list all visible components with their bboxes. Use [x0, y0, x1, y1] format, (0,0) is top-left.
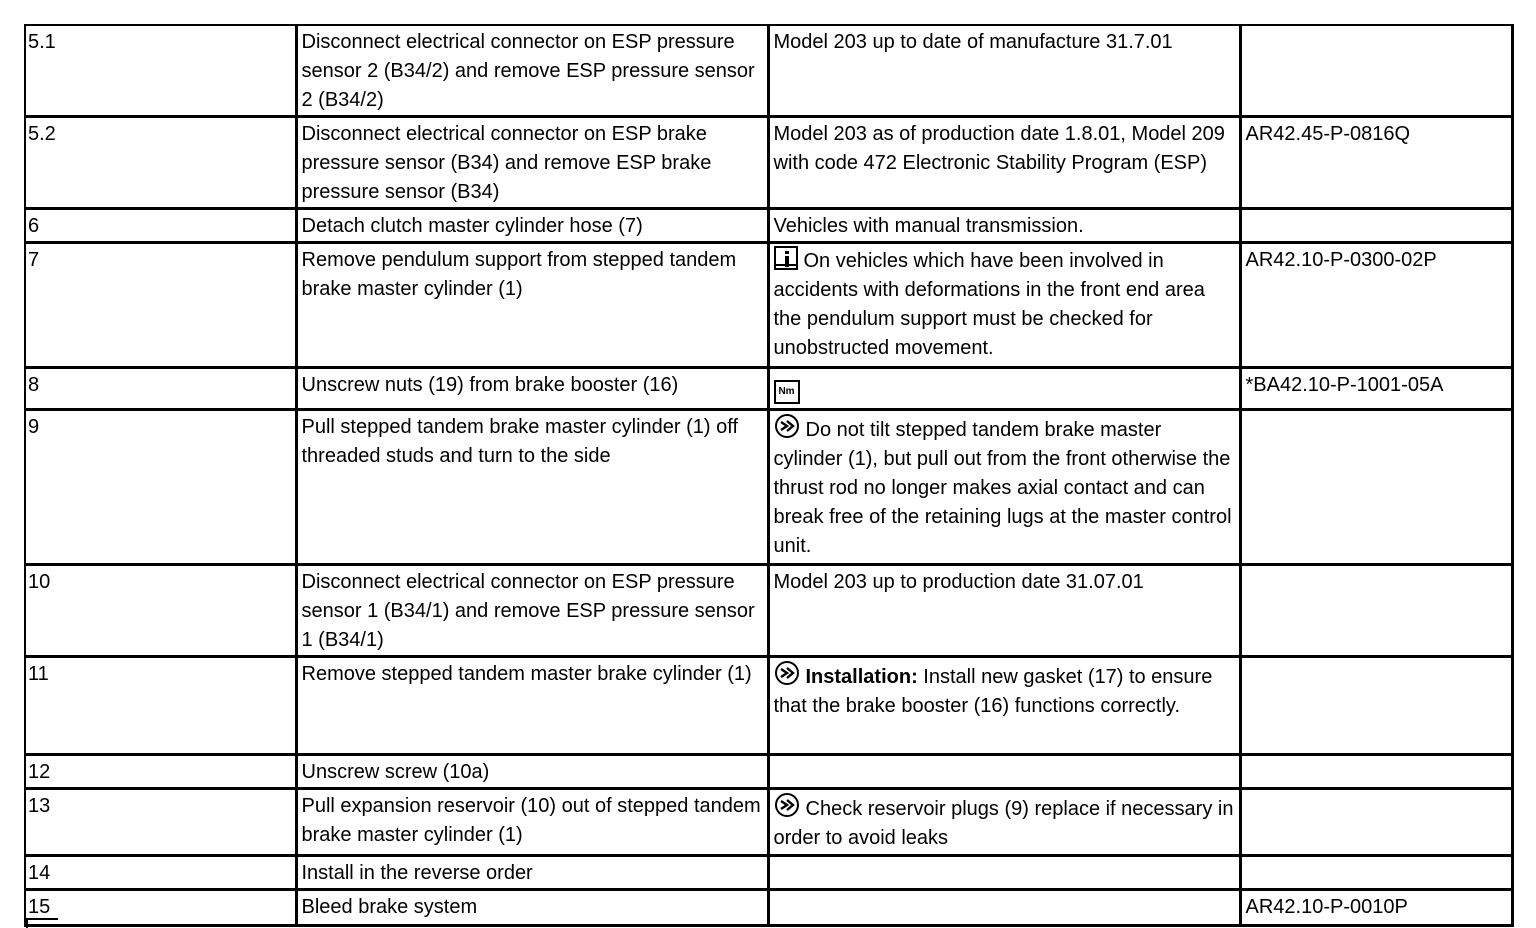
table-row: [25, 25, 1512, 117]
step-action: Unscrew screw (10a): [296, 755, 768, 789]
info-icon: [774, 246, 798, 270]
step-action: Bleed brake system: [296, 890, 768, 926]
step-note: Model 203 as of production date 1.8.01, Model 209 with code 472 Electronic Stability Program (ESP): [768, 117, 1240, 209]
step-number: 10: [25, 565, 296, 657]
step-note: [768, 368, 1240, 410]
step-action: Remove stepped tandem master brake cylinder (1): [296, 657, 768, 755]
table-row: [25, 243, 1512, 368]
step-action: Install in the reverse order: [296, 856, 768, 890]
step-note: Vehicles with manual transmission.: [768, 209, 1240, 243]
note-text: Do not tilt stepped tandem brake master cylinder (1), but pull out from the front otherwise the thrust rod no longer makes axial contact and can break free of the retaining lugs at the master control unit.: [773, 419, 1232, 557]
step-action: Disconnect electrical connector on ESP brake pressure sensor (B34) and remove ESP brake pressure sensor (B34): [296, 117, 768, 209]
step-reference[interactable]: AR42.10-P-0010P: [1240, 890, 1512, 926]
step-note: [768, 789, 1240, 856]
step-reference[interactable]: AR42.45-P-0816Q: [1240, 117, 1512, 209]
step-note: [768, 657, 1240, 755]
step-action: Pull expansion reservoir (10) out of stepped tandem brake master cylinder (1): [296, 789, 768, 856]
table-row: [25, 410, 1512, 565]
step-action: Remove pendulum support from stepped tandem brake master cylinder (1): [296, 243, 768, 368]
table-row: [25, 117, 1512, 209]
table-row: [25, 368, 1512, 410]
table-row: [25, 565, 1512, 657]
procedure-table-sheet: [24, 24, 1511, 927]
step-note: [768, 755, 1240, 789]
table-row: [25, 789, 1512, 856]
step-action: Disconnect electrical connector on ESP pressure sensor 1 (B34/1) and remove ESP pressure sensor 1 (B34/1): [296, 565, 768, 657]
step-reference[interactable]: [1240, 565, 1512, 657]
instruction-arrow-icon: [774, 660, 800, 686]
step-number: 12: [25, 755, 296, 789]
table-row: [25, 657, 1512, 755]
step-action: Pull stepped tandem brake master cylinder (1) off threaded studs and turn to the side: [296, 410, 768, 565]
step-number: 7: [25, 243, 296, 368]
step-number: 5.2: [25, 117, 296, 209]
step-note: [768, 856, 1240, 890]
note-text: On vehicles which have been involved in accidents with deformations in the front end area the pendulum support must be checked for unobstructed movement.: [773, 250, 1205, 359]
step-number: 11: [25, 657, 296, 755]
step-reference[interactable]: [1240, 410, 1512, 565]
step-number: 15: [25, 890, 296, 926]
step-number: 13: [25, 789, 296, 856]
table-row: [25, 209, 1512, 243]
note-text: Check reservoir plugs (9) replace if necessary in order to avoid leaks: [773, 798, 1234, 849]
procedure-table: [24, 24, 1514, 927]
instruction-arrow-icon: [774, 413, 800, 439]
step-reference[interactable]: *BA42.10-P-1001-05A: [1240, 368, 1512, 410]
step-number: 9: [25, 410, 296, 565]
table-row: [25, 755, 1512, 789]
table-row: [25, 856, 1512, 890]
step-number: 14: [25, 856, 296, 890]
step-reference[interactable]: [1240, 789, 1512, 856]
step-reference[interactable]: [1240, 209, 1512, 243]
step-number: 8: [25, 368, 296, 410]
step-note: [768, 243, 1240, 368]
step-number: 6: [25, 209, 296, 243]
instruction-arrow-icon: [774, 792, 800, 818]
step-note: Model 203 up to production date 31.07.01: [768, 565, 1240, 657]
step-note: [768, 410, 1240, 565]
note-heading: Installation:: [805, 666, 918, 688]
step-reference[interactable]: [1240, 25, 1512, 117]
step-reference[interactable]: [1240, 856, 1512, 890]
step-note: Model 203 up to date of manufacture 31.7.01: [768, 25, 1240, 117]
step-note: [768, 890, 1240, 926]
step-action: Disconnect electrical connector on ESP pressure sensor 2 (B34/2) and remove ESP pressure sensor 2 (B34/2): [296, 25, 768, 117]
step-reference[interactable]: [1240, 657, 1512, 755]
torque-nm-icon[interactable]: Nm: [774, 380, 800, 404]
step-reference[interactable]: [1240, 755, 1512, 789]
step-reference[interactable]: AR42.10-P-0300-02P: [1240, 243, 1512, 368]
page-corner-mark: [26, 918, 58, 928]
note-text: Install new gasket (17) to ensure that the brake booster (16) functions correctly.: [773, 666, 1213, 717]
table-row: [25, 890, 1512, 926]
step-number: 5.1: [25, 25, 296, 117]
step-action: Unscrew nuts (19) from brake booster (16): [296, 368, 768, 410]
step-action: Detach clutch master cylinder hose (7): [296, 209, 768, 243]
